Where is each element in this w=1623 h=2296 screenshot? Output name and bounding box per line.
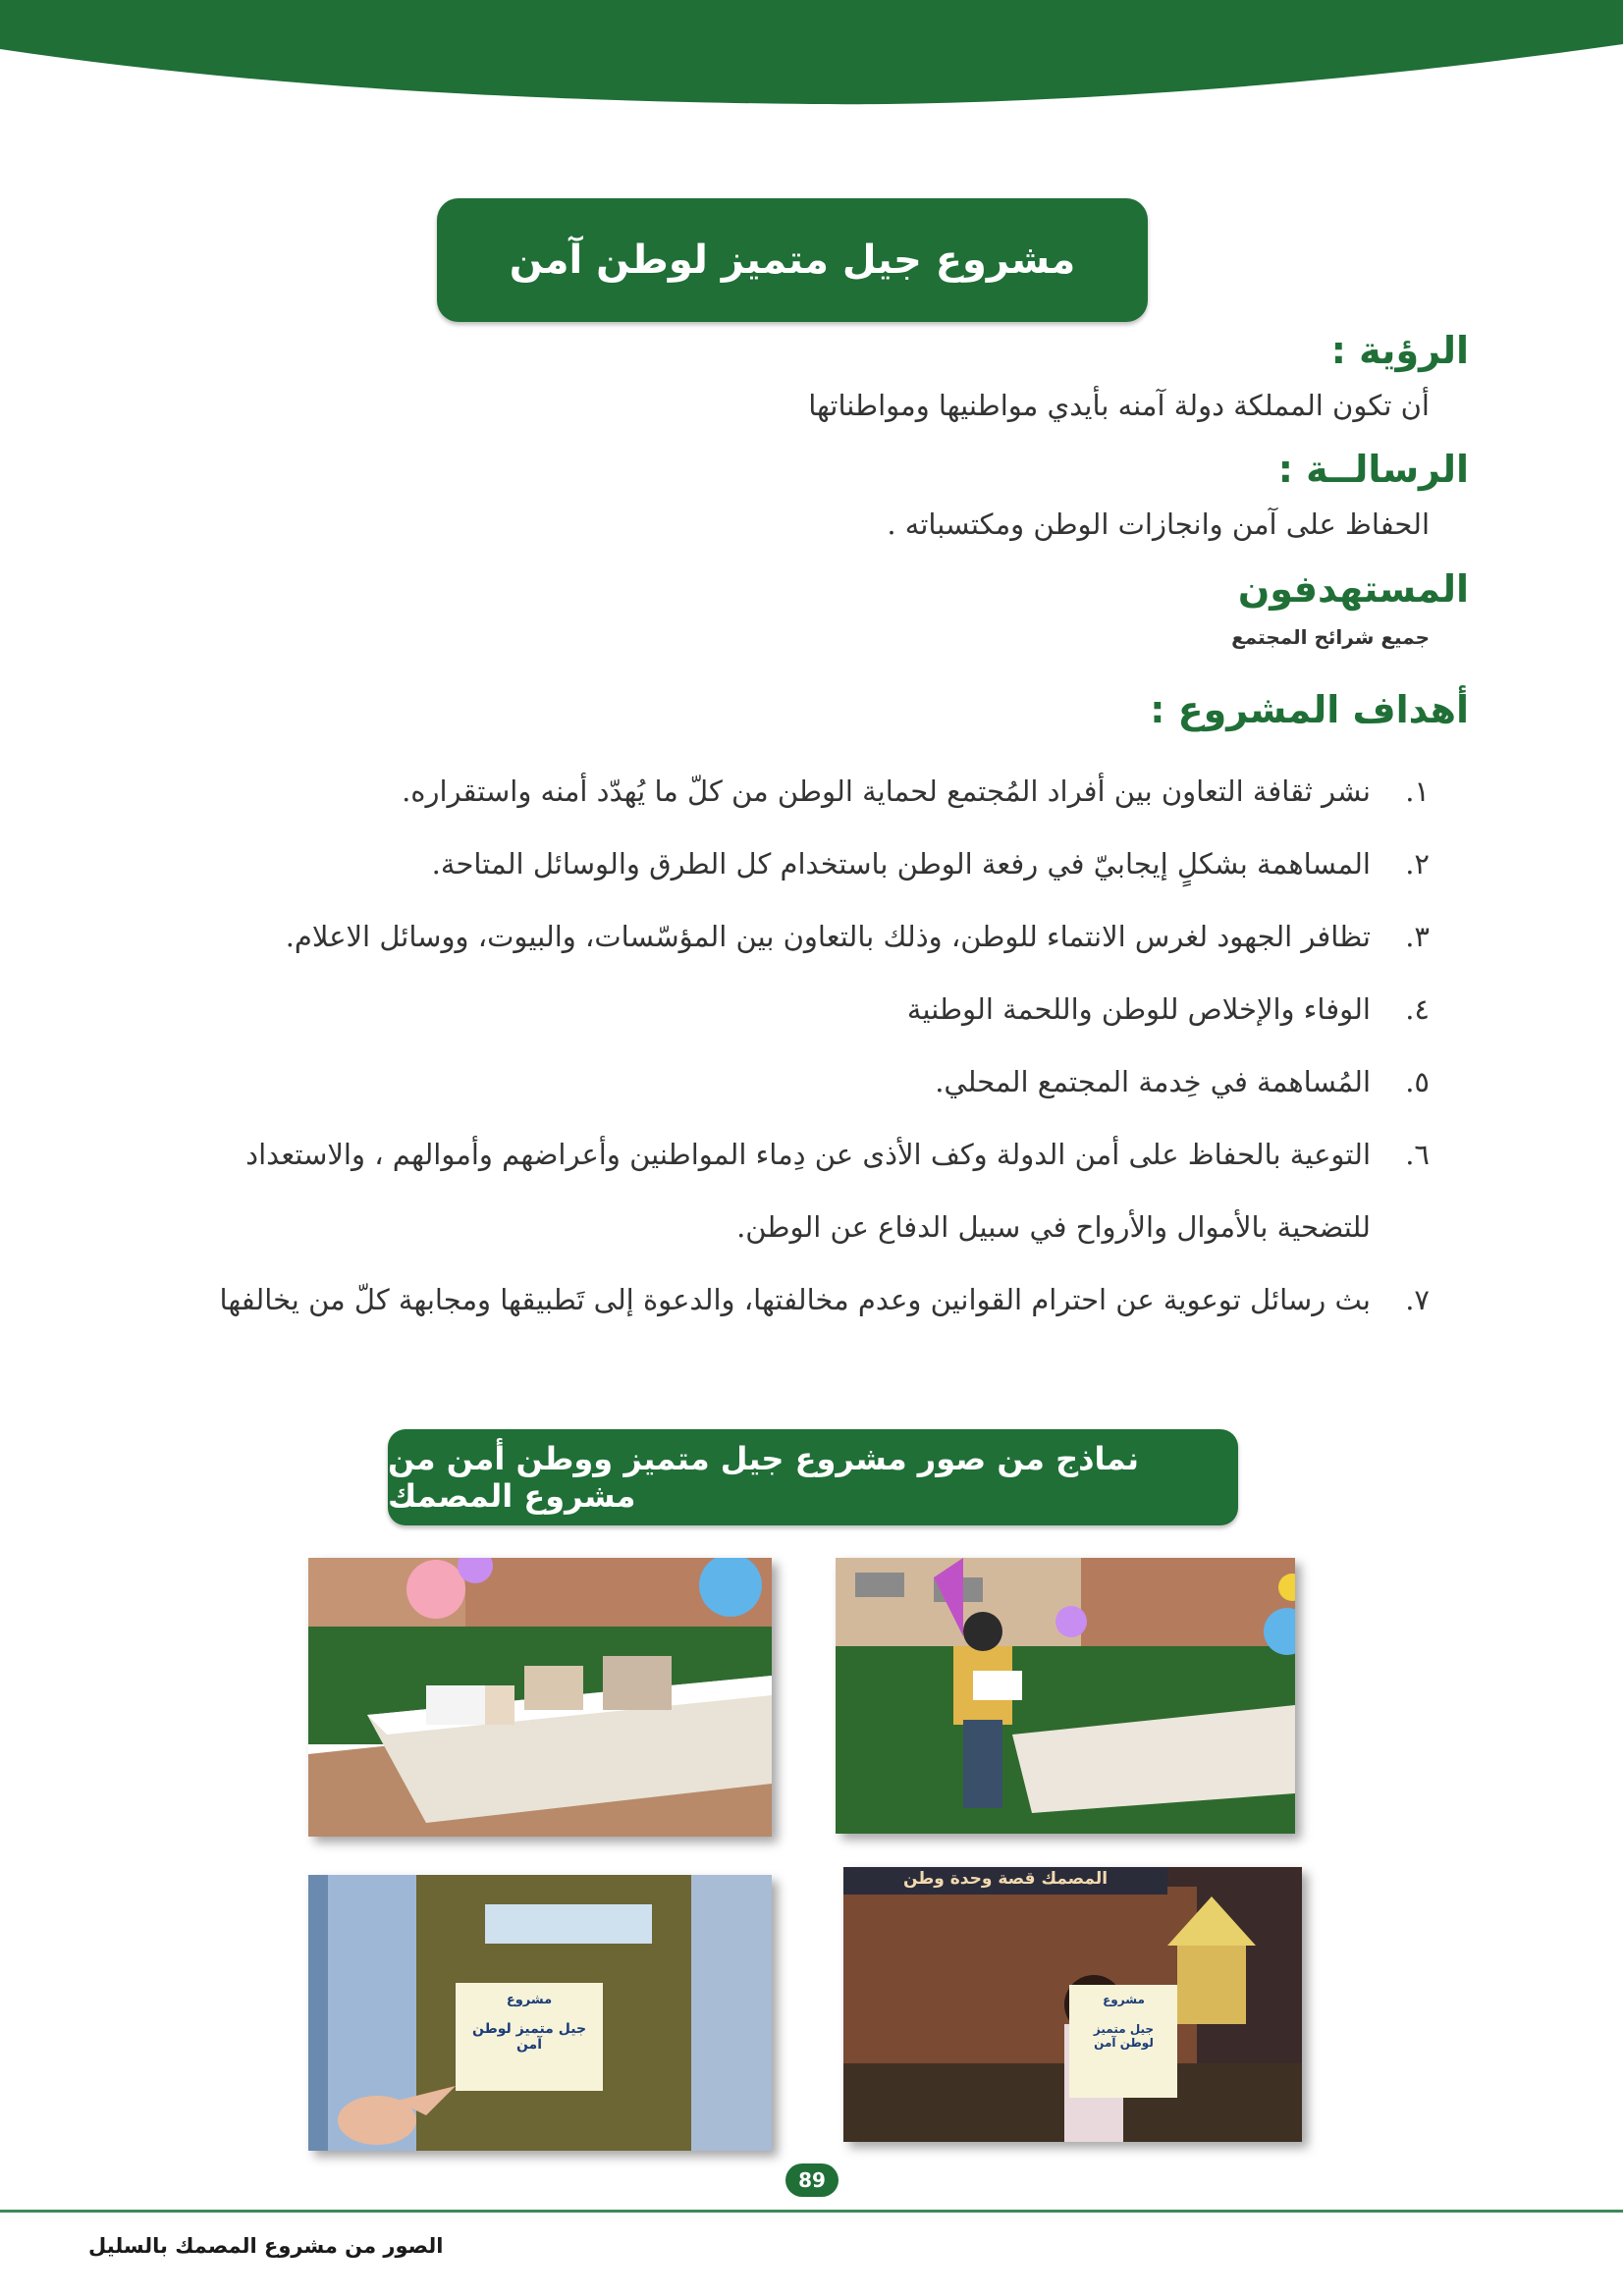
goal-item-7: ٧. بث رسائل توعوية عن احترام القوانين وعدم مخالفتها، والدعوة إلى تَطبيقها ومجابهة كلّ من يخالفها: [219, 1282, 1430, 1316]
goal-item-5: ٥. المُساهمة في خِدمة المجتمع المحلي.: [935, 1064, 1430, 1098]
photo-child-wall-sign: [843, 1867, 1302, 2142]
targets-text: جميع شرائح المجتمع: [1231, 625, 1430, 650]
goal-item-6: ٦. التوعية بالحفاظ على أمن الدولة وكف الأذى عن دِماء المواطنين وأعراضهم وأموالهم ، والاستعداد للتضحية بالأموال والأرواح في سبيل الدفاع عن الوطن.: [245, 1137, 1430, 1244]
goals-list: [206, 755, 1469, 1336]
wall-banner-text: المصمك قصة وحدة وطن: [902, 1869, 1109, 1889]
main-content: [206, 329, 1469, 1336]
board-sign-title: مشروع: [506, 1993, 553, 2007]
mission-heading: الرسالــة :: [1277, 448, 1469, 492]
goal-item-2: ٢. المساهمة بشكلٍ إيجابيّ في رفعة الوطن باستخدام كل الطرق والوسائل المتاحة.: [431, 846, 1430, 881]
page-title: مشروع جيل متميز لوطن آمن: [437, 198, 1148, 322]
mission-text: الحفاظ على آمن وانجازات الوطن ومكتسباته .: [887, 507, 1430, 541]
targets-heading: المستهدفون: [1237, 566, 1469, 611]
photo-child-with-sign: [836, 1558, 1295, 1834]
held-sign-text: [1077, 1993, 1170, 2050]
photos-heading: نماذج من صور مشروع جيل متميز ووطن أمن من مشروع المصمك: [388, 1429, 1238, 1525]
goal-item-1: ١. نشر ثقافة التعاون بين أفراد المُجتمع لحماية الوطن من كلّ ما يُهدّد أمنه واستقراره.: [402, 774, 1430, 808]
vision-text: أن تكون المملكة دولة آمنه بأيدي مواطنيها ومواطناتها: [808, 388, 1430, 422]
goal-item-4: ٤. الوفاء والإخلاص للوطن واللحمة الوطنية: [906, 991, 1430, 1026]
vision-heading: الرؤية :: [1330, 329, 1469, 372]
page-number: 89: [785, 2163, 839, 2197]
held-sign-title: مشروع: [1103, 1993, 1145, 2006]
footer-divider: [0, 2210, 1623, 2213]
photo-gift-table: [308, 1558, 772, 1837]
top-wave-decoration: [0, 0, 1623, 108]
board-sign-text: [470, 1993, 588, 2053]
board-sign-subtitle: جيل متميز لوطن آمن: [471, 2021, 587, 2053]
footer-caption: الصور من مشروع المصمك بالسليل: [88, 2234, 444, 2258]
goal-item-3: ٣. تظافر الجهود لغرس الانتماء للوطن، وذلك بالتعاون بين المؤسّسات، والبيوت، ووسائل الاعلام.: [285, 919, 1430, 953]
held-sign-subtitle: جيل متميز لوطن آمن: [1093, 2022, 1155, 2050]
goals-heading: أهداف المشروع :: [1150, 688, 1469, 732]
photo-board-sign: [308, 1875, 772, 2151]
